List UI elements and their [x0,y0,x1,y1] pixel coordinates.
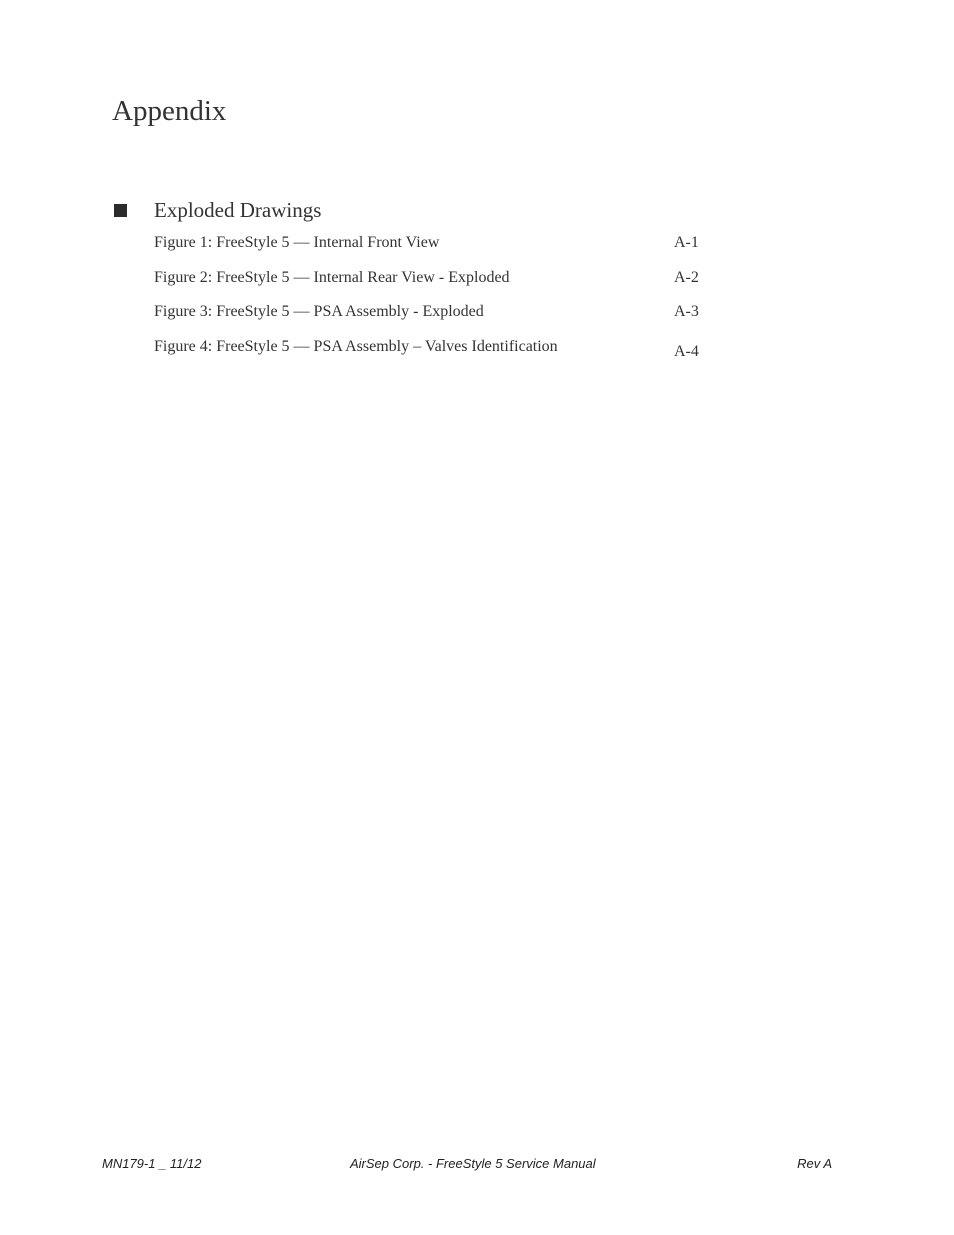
section-title: Exploded Drawings [154,198,322,222]
figure-entry-label: Figure 3: FreeStyle 5 — PSA Assembly - Exploded [154,303,484,320]
page-footer [102,1156,832,1176]
square-bullet-icon [114,204,127,217]
figure-entry-page: A-1 [674,234,699,251]
figure-entry-page: A-2 [674,269,699,286]
section-header [112,195,732,225]
figure-entry-page: A-3 [674,303,699,320]
figure-entry-label: Figure 2: FreeStyle 5 — Internal Rear View - Exploded [154,269,510,286]
figure-entry-1[interactable] [154,233,714,253]
footer-revision: Rev A [797,1156,832,1171]
figure-entry-page: A-4 [674,343,699,360]
figure-entry-2[interactable] [154,268,714,288]
footer-doc-number: MN179-1 _ 11/12 [102,1156,202,1171]
figure-entry-3[interactable] [154,302,714,322]
exploded-drawings-section [112,195,732,360]
figure-entry-label: Figure 1: FreeStyle 5 — Internal Front View [154,234,440,251]
figure-entry-4[interactable] [154,337,714,360]
footer-manual-title: AirSep Corp. - FreeStyle 5 Service Manual [350,1156,596,1171]
figure-entry-label: Figure 4: FreeStyle 5 — PSA Assembly – Valves Identification [154,338,558,355]
page-title: Appendix [112,95,227,127]
